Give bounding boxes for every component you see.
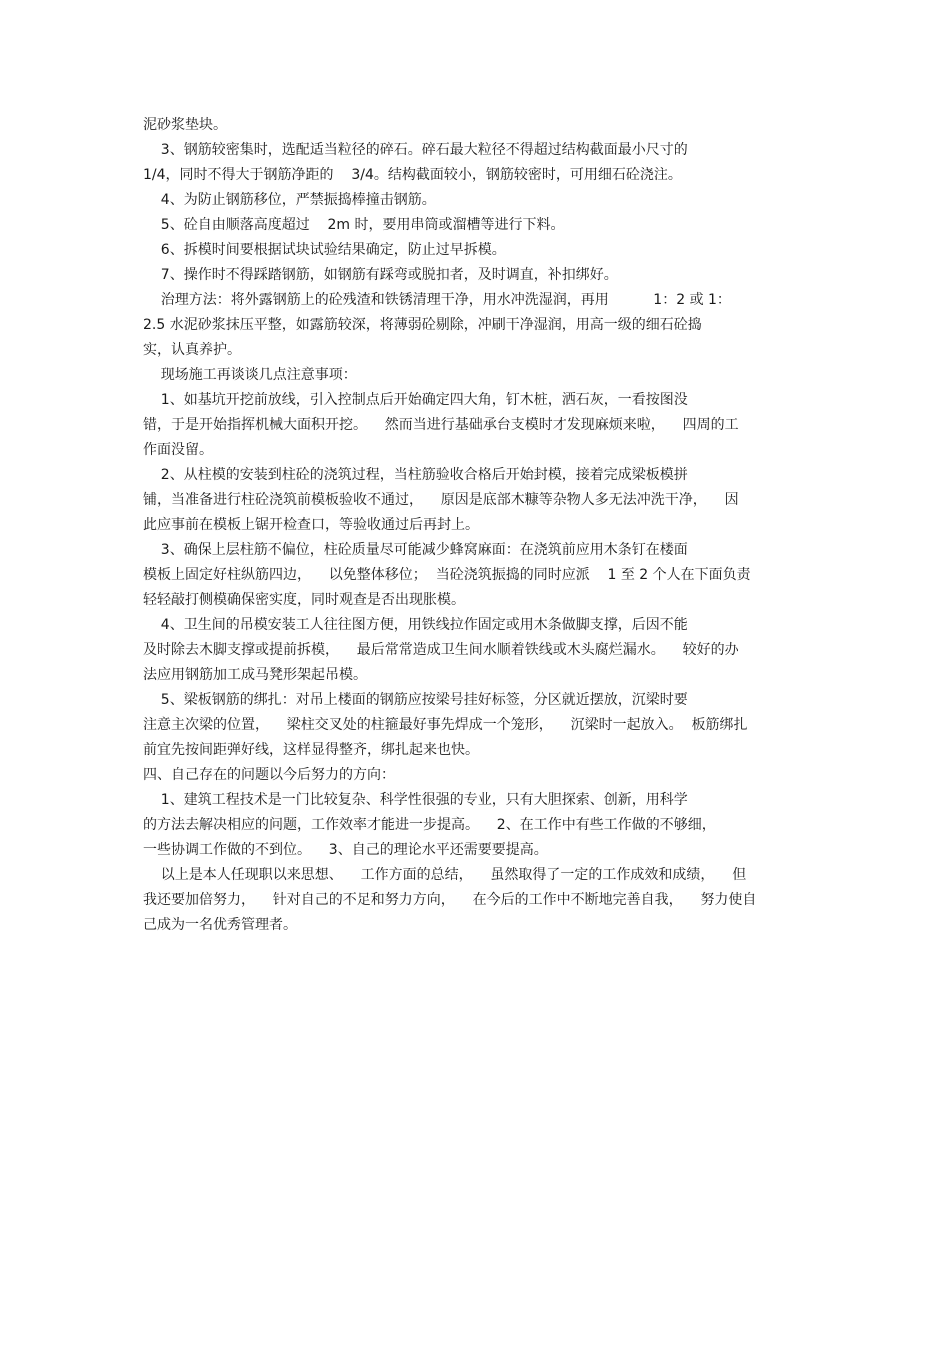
text-line: 泥砂浆垫块。 [143,117,227,133]
text-line: 2、从柱模的安装到柱砼的浇筑过程，当柱筋验收合格后开始封模，接着完成梁板模拼 [143,467,688,483]
text-line: 6、拆模时间要根据试块试验结果确定，防止过早拆模。 [143,242,506,258]
text-line: 己成为一名优秀管理者。 [143,917,297,933]
text-line: 1、如基坑开挖前放线，引入控制点后开始确定四大角，钉木桩，洒石灰，一看按图没 [143,392,688,408]
text-line: 铺，当准备进行柱砼浇筑前模板验收不通过， 原因是底部木糠等杂物人多无法冲洗干净， 因 [143,492,739,508]
text-line: 模板上固定好柱纵筋四边， 以免整体移位； 当砼浇筑振捣的同时应派 1 至 2 个人在下面负责 [143,567,751,583]
text-line: 前宜先按间距弹好线，这样显得整齐，绑扎起来也快。 [143,742,479,758]
text-line: 3、确保上层柱筋不偏位，柱砼质量尽可能减少蜂窝麻面：在浇筑前应用木条钉在楼面 [143,542,688,558]
text-line: 3、钢筋较密集时，选配适当粒径的碎石。碎石最大粒径不得超过结构截面最小尺寸的 [143,142,688,158]
text-line: 四、自己存在的问题以今后努力的方向： [143,767,395,783]
text-line: 一些协调工作做的不到位。 3、自己的理论水平还需要要提高。 [143,842,548,858]
text-line: 治理方法：将外露钢筋上的砼残渣和铁锈清理干净，用水冲洗湿润，再用 1：2 或 1： [143,292,731,308]
text-line: 此应事前在模板上锯开检查口，等验收通过后再封上。 [143,517,479,533]
text-line: 1、建筑工程技术是一门比较复杂、科学性很强的专业，只有大胆探索、创新，用科学 [143,792,688,808]
text-line: 作面没留。 [143,442,213,458]
text-line: 注意主次梁的位置， 梁柱交叉处的柱箍最好事先焊成一个笼形， 沉梁时一起放入。 板筋绑扎 [143,717,748,733]
text-line: 错，于是开始指挥机械大面积开挖。 然而当进行基础承台支模时才发现麻烦来啦， 四周的工 [143,417,739,433]
text-line: 5、梁板钢筋的绑扎：对吊上楼面的钢筋应按梁号挂好标签，分区就近摆放，沉梁时要 [143,692,688,708]
text-line: 4、卫生间的吊模安装工人往往图方便，用铁线拉作固定或用木条做脚支撑，后因不能 [143,617,688,633]
text-line: 法应用钢筋加工成马凳形架起吊模。 [143,667,367,683]
text-line: 及时除去木脚支撑或提前拆模， 最后常常造成卫生间水顺着铁线或木头腐烂漏水。 较好的办 [143,642,739,658]
text-line: 7、操作时不得踩踏钢筋，如钢筋有踩弯或脱扣者，及时调直，补扣绑好。 [143,267,618,283]
text-line: 的方法去解决相应的问题，工作效率才能进一步提高。 2、在工作中有些工作做的不够细， [143,817,716,833]
text-line: 4、为防止钢筋移位，严禁振捣棒撞击钢筋。 [143,192,436,208]
text-line: 现场施工再谈谈几点注意事项： [143,367,357,383]
text-line: 以上是本人任现职以来思想、 工作方面的总结， 虽然取得了一定的工作成效和成绩， 但 [143,867,747,883]
text-line: 2.5 水泥砂浆抹压平整，如露筋较深，将薄弱砼剔除，冲刷干净湿润，用高一级的细石砼捣 [143,317,702,333]
text-line: 实，认真养护。 [143,342,241,358]
document-body [143,113,808,938]
text-line: 我还要加倍努力， 针对自己的不足和努力方向， 在今后的工作中不断地完善自我， 努力使自 [143,892,757,908]
text-line: 5、砼自由顺落高度超过 2m 时，要用串筒或溜槽等进行下料。 [143,217,565,233]
text-line: 轻轻敲打侧模确保密实度，同时观查是否出现胀模。 [143,592,465,608]
text-line: 1/4，同时不得大于钢筋净距的 3/4。结构截面较小，钢筋较密时，可用细石砼浇注。 [143,167,682,183]
